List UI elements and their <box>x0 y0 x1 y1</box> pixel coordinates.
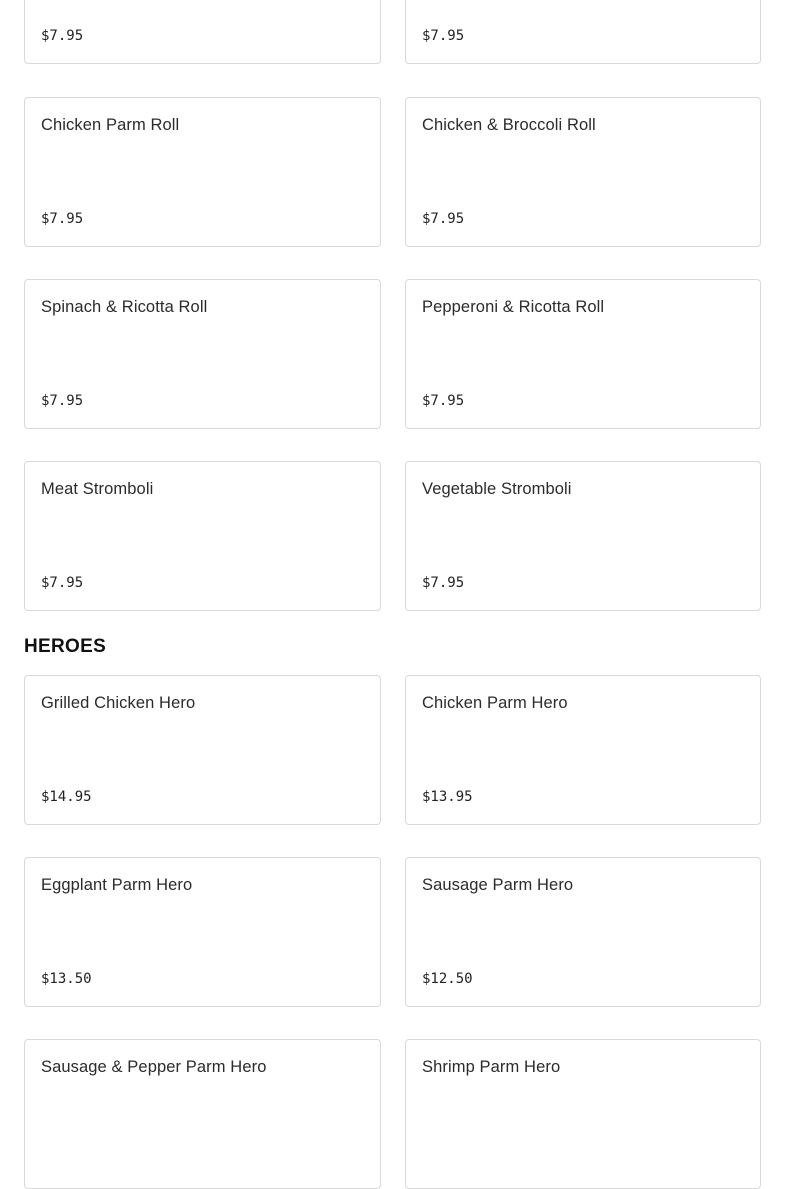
menu-item-price: $7.95 <box>41 393 84 409</box>
menu-item-card[interactable] <box>24 857 381 1007</box>
menu-item-price: $7.95 <box>41 28 84 44</box>
menu-item-card[interactable] <box>405 279 761 429</box>
menu-item-card[interactable] <box>24 1039 381 1189</box>
menu-item-card[interactable] <box>24 675 381 825</box>
menu-item-card[interactable] <box>405 675 761 825</box>
menu-item-price: $7.95 <box>422 393 465 409</box>
menu-item-card[interactable] <box>405 1039 761 1189</box>
menu-item-card[interactable] <box>405 97 761 247</box>
menu-item-name: Sausage & Pepper Parm Hero <box>41 1058 267 1076</box>
menu-item-card[interactable] <box>405 461 761 611</box>
menu-item-card[interactable] <box>24 97 381 247</box>
menu-item-price: $14.95 <box>41 789 92 805</box>
menu-item-price: $7.95 <box>41 575 84 591</box>
menu-item-name: Chicken Parm Hero <box>422 694 568 712</box>
menu-item-card[interactable] <box>24 0 381 64</box>
menu-item-name: Spinach & Ricotta Roll <box>41 298 208 316</box>
menu-item-name: Shrimp Parm Hero <box>422 1058 561 1076</box>
menu-item-price: $7.95 <box>422 28 465 44</box>
menu-item-price: $7.95 <box>41 211 84 227</box>
menu-item-name: Chicken & Broccoli Roll <box>422 116 596 134</box>
menu-item-name: Eggplant Parm Hero <box>41 876 193 894</box>
menu-item-name: Pepperoni & Ricotta Roll <box>422 298 605 316</box>
menu-item-card[interactable] <box>24 461 381 611</box>
menu-item-card[interactable] <box>24 279 381 429</box>
menu-item-name: Chicken Parm Roll <box>41 116 180 134</box>
menu-item-name: Meat Stromboli <box>41 480 154 498</box>
menu-item-card[interactable] <box>405 857 761 1007</box>
menu-item-card[interactable] <box>405 0 761 64</box>
section-title-heroes: HEROES <box>24 636 107 657</box>
menu-item-price: $13.95 <box>422 789 473 805</box>
menu-item-price: $7.95 <box>422 211 465 227</box>
menu-item-name: Vegetable Stromboli <box>422 480 572 498</box>
menu-item-price: $12.50 <box>422 971 473 987</box>
menu-item-price: $7.95 <box>422 575 465 591</box>
menu-item-name: Sausage Parm Hero <box>422 876 574 894</box>
menu-item-name: Grilled Chicken Hero <box>41 694 196 712</box>
menu-item-price: $13.50 <box>41 971 92 987</box>
